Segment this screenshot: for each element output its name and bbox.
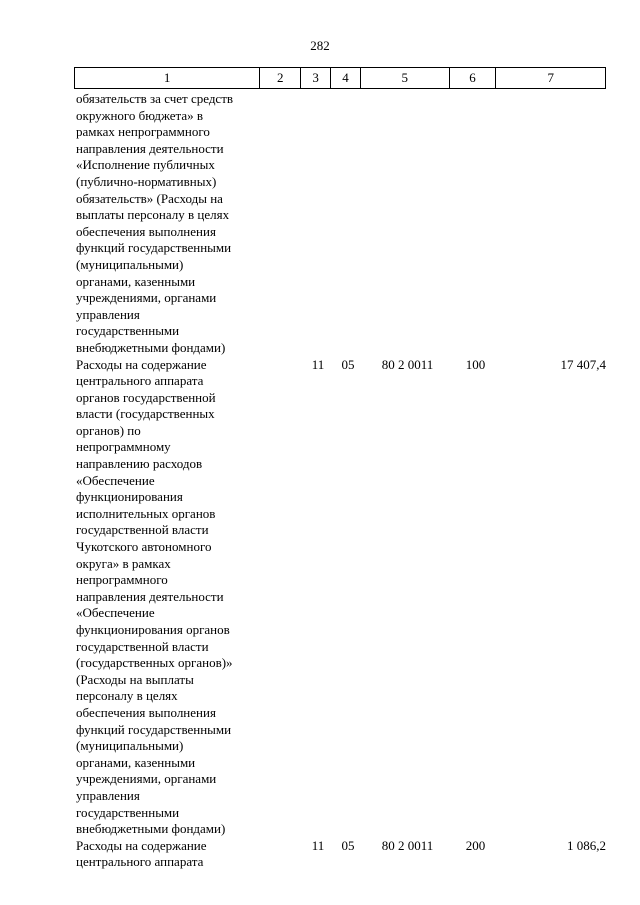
header-col-5: 5 (361, 68, 450, 88)
row-amount: 17 407,4 (560, 356, 606, 372)
description-line: органов) по (76, 422, 141, 438)
row-expense-type: 100 (465, 356, 486, 372)
row-section: 11 (311, 837, 325, 853)
description-line: окружного бюджета» в (76, 107, 204, 123)
description-line: государственной власти (76, 522, 209, 538)
description-line: центрального аппарата (76, 854, 204, 870)
description-line: органов государственной (76, 389, 216, 405)
description-line: обеспечения выполнения (76, 223, 216, 239)
row-description (76, 91, 262, 357)
table-row (76, 357, 608, 838)
description-line: направления деятельности (76, 588, 224, 604)
description-line: выплаты персоналу в целях (76, 207, 230, 223)
description-line: функционирования органов (76, 622, 230, 637)
description-line: обеспечения выполнения (76, 704, 216, 720)
description-line: государственными (76, 804, 180, 820)
description-line: центрального аппарата (76, 373, 204, 389)
description-line: (публично-нормативных) (76, 173, 217, 189)
header-col-7: 7 (547, 70, 554, 85)
description-line: государственной власти (76, 638, 209, 654)
header-col-4: 4 (331, 68, 361, 88)
row-subsection: 05 (341, 837, 355, 853)
description-line: учреждениями, органами (76, 290, 217, 306)
description-line: непрограммного (76, 572, 168, 588)
header-col-3: 3 (301, 68, 331, 88)
row-description (76, 357, 262, 838)
row-subsection: 05 (341, 356, 355, 372)
description-line: направления деятельности (76, 140, 224, 156)
row-expense-type: 200 (465, 837, 486, 853)
table-body (76, 91, 608, 871)
row-target-article: 80 2 0011 (381, 356, 434, 372)
header-col-6: 6 (450, 68, 497, 88)
row-description (76, 838, 262, 871)
description-line: исполнительных органов (76, 505, 216, 521)
header-col-2: 2 (260, 68, 301, 88)
description-line: (муниципальными) (76, 738, 184, 754)
row-target-article: 80 2 0011 (381, 837, 434, 853)
table-row (76, 838, 608, 871)
description-line: (государственных органов)» (76, 655, 233, 671)
description-line: обязательств» (Расходы на (76, 190, 223, 206)
description-line: Расходы на содержание (76, 356, 207, 372)
header-col-1: 1 (75, 68, 260, 88)
description-line: функций государственными (76, 240, 232, 256)
description-line: власти (государственных (76, 406, 215, 422)
description-line: управления (76, 787, 140, 803)
description-line: органами, казенными (76, 273, 196, 289)
description-line: «Обеспечение (76, 472, 155, 488)
row-amount: 1 086,2 (567, 837, 606, 853)
description-line: Чукотского автономного (76, 539, 212, 555)
page-number: 282 (310, 38, 330, 53)
description-line: функций государственными (76, 721, 232, 737)
description-line: внебюджетными фондами) (76, 339, 226, 355)
description-line: «Обеспечение (76, 605, 155, 621)
description-line: «Исполнение публичных (76, 157, 215, 173)
description-line: учреждениями, органами (76, 771, 217, 787)
table-header-row (74, 67, 606, 89)
description-line: органами, казенными (76, 754, 196, 770)
description-line: (Расходы на выплаты (76, 671, 194, 687)
description-line: рамках непрограммного (76, 124, 210, 140)
description-line: внебюджетными фондами) (76, 821, 226, 837)
row-section: 11 (311, 356, 325, 372)
description-line: государственными (76, 323, 180, 339)
description-line: Расходы на содержание (76, 837, 207, 853)
description-line: направлению расходов (76, 456, 203, 472)
description-line: функционирования (76, 489, 183, 505)
description-line: обязательств за счет средств (76, 91, 234, 106)
description-line: (муниципальными) (76, 256, 184, 272)
description-line: управления (76, 306, 140, 322)
table-row (76, 91, 608, 357)
description-line: непрограммному (76, 439, 171, 455)
description-line: персоналу в целях (76, 688, 178, 704)
description-line: округа» в рамках (76, 555, 171, 571)
